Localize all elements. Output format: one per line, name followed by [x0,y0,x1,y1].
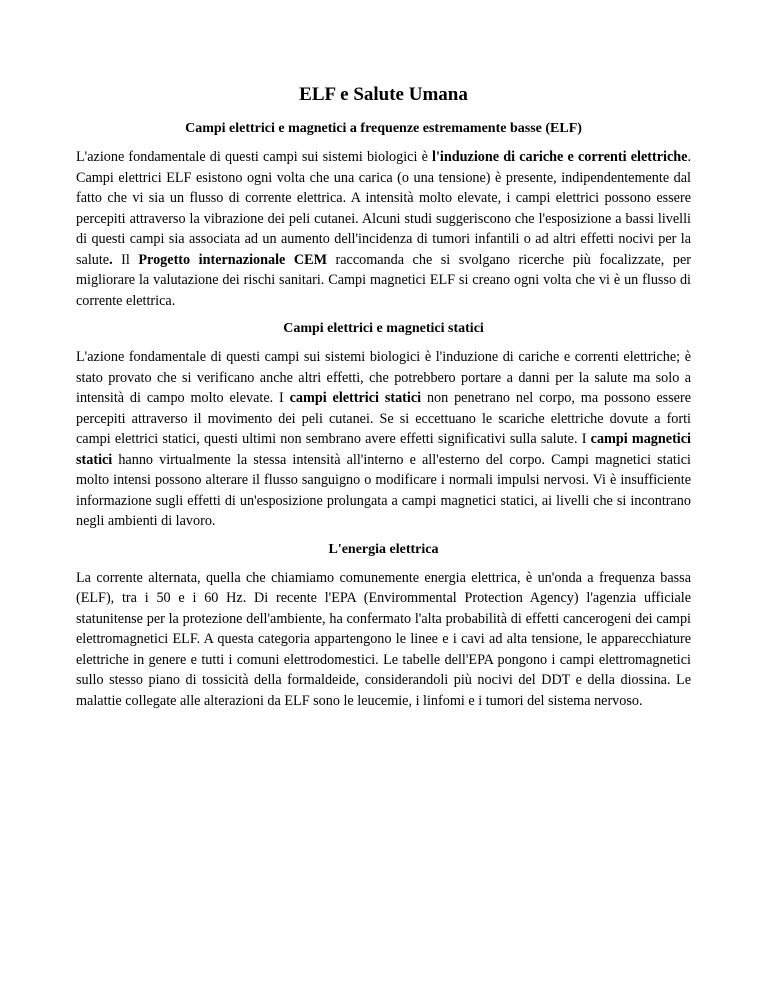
section-paragraph [76,347,691,532]
bold-text: l'induzione di cariche e correnti elettriche [432,149,688,165]
bold-text: campi elettrici statici [289,390,422,406]
bold-text: . [109,251,113,268]
paragraph-text: L'azione fondamentale di questi campi sui sistemi biologici è [76,149,433,165]
bold-text: Progetto internazionale CEM [138,251,327,268]
section-paragraph [76,147,691,311]
section-electric-energy [76,541,691,712]
paragraph-text: Il [112,251,139,268]
paragraph-text: hanno virtualmente la stessa intensità all'interno e all'esterno del corpo. Campi magnetici statici molto intensi possono alterare il flusso sanguigno o modificare i normali impulsi nervosi. Vi è insufficiente informazione sugli effetti di un'esposizione prolungata a campi magnetici statici, ai livelli che si incontrano negli ambienti di lavoro. [76,451,691,529]
section-heading: L'energia elettrica [328,541,439,557]
section-heading: Campi elettrici e magnetici statici [283,321,484,336]
paragraph-text: raccomanda che si svolgano ricerche più focalizzate, per migliorare la valutazione dei rischi sanitari. Campi magnetici ELF si creano ogni volta che vi è un flusso di corrente elettrica. [76,251,691,309]
section-heading: Campi elettrici e magnetici a frequenze estremamente basse (ELF) [185,121,582,136]
section-paragraph: La corrente alternata, quella che chiamiamo comunemente energia elettrica, è un'onda a frequenza bassa (ELF), tra i 50 e i 60 Hz. Di recente l'EPA (Envirommental Protection Agency) l'agenzia ufficiale statunitense per la protezione dell'ambiente, ha confermato l'alta probabilità di effetti cancerogeni dei campi elettromagnetici ELF. A questa categoria appartengono le linee e i cavi ad alta tensione, le apparecchiature elettriche in genere e tutti i comuni elettrodomestici. Le tabelle dell'EPA pongono i campi elettromagnetici sullo stesso piano di tossicità della formaldeide, considerandoli più nocivi del DDT e della diossina. Le malattie collegate alle alterazioni da ELF sono le leucemie, i linfomi e i tumori del sistema nervoso. [76,569,691,709]
document-title: ELF e Salute Umana [299,84,468,105]
bold-text: campi magnetici statici [76,431,691,468]
paragraph-text: non penetrano nel corpo, ma possono essere percepiti attraverso il movimento dei peli cutanei. Se si eccettuano le scariche elettriche dovute a forti campi elettrici statici, questi ultimi non sembrano avere effetti significativi sulla salute. I [76,390,692,447]
section-static-fields [76,320,691,532]
section-elf [76,120,691,311]
paragraph-text: L'azione fondamentale di questi campi sui sistemi biologici è l'induzione di cariche e correnti elettriche; è stato provato che si verificano anche altri effetti, che potrebbero portare a danni per la salute ma solo a intensità di campo molto elevate. I [76,349,691,406]
paragraph-text: . Campi elettrici ELF esistono ogni volta che una carica (o una tensione) è presente, indipendentemente dal fatto che vi sia un flusso di corrente elettrica. A intensità molto elevate, i campi elettrici possono essere percepiti attraverso la vibrazione dei peli cutanei. Alcuni studi suggeriscono che l'esposizione a bassi livelli di questi campi sia associata ad un aumento dell'incidenza di tumori infantili o ad altri effetti nocivi per la salute [76,149,691,268]
